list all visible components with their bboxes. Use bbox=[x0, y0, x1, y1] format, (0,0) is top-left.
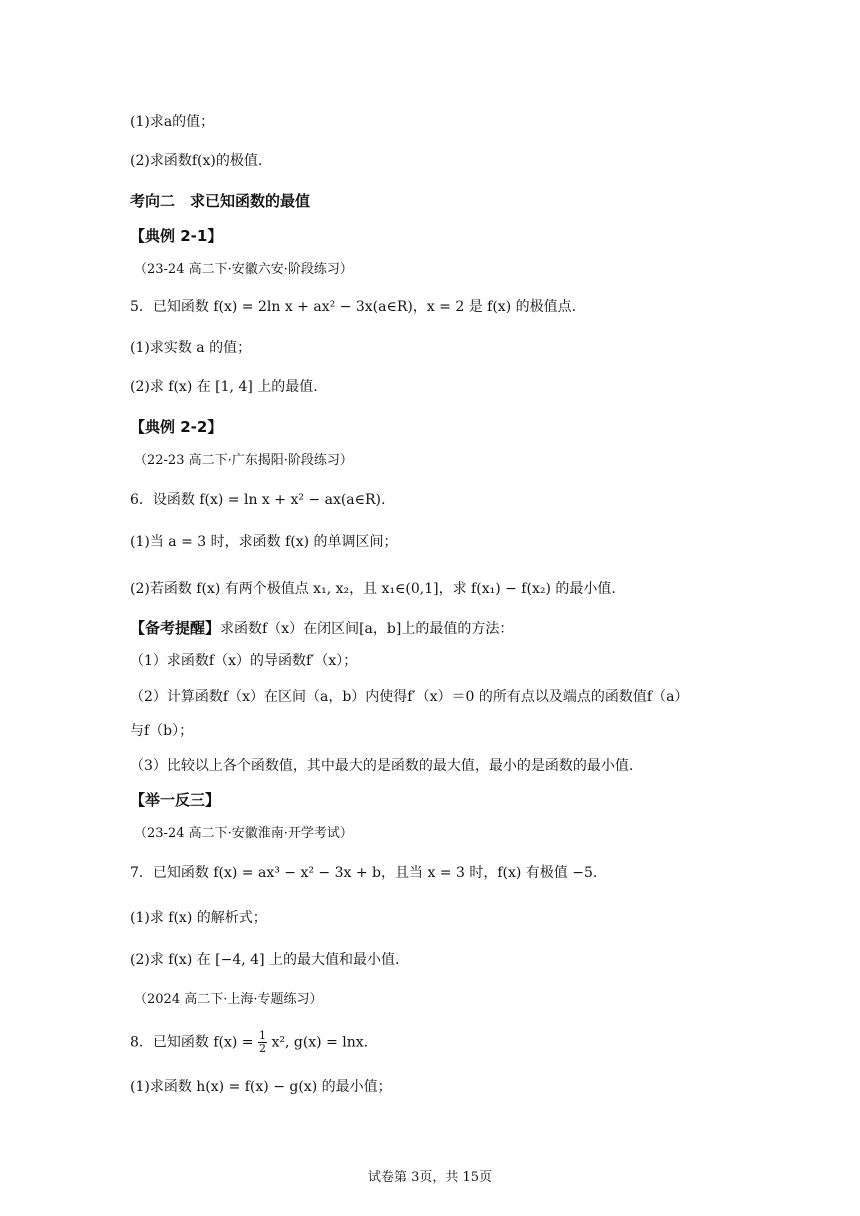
exam-tip bbox=[130, 618, 513, 639]
source-note: （22-23 高二下·广东揭阳·阶段练习） bbox=[134, 453, 353, 468]
exam-tip-text: 求函数f（x）在闭区间[a，b]上的最值的方法： bbox=[220, 621, 514, 637]
source-note: （23-24 高二下·安徽淮南·开学考试） bbox=[134, 826, 353, 841]
example-label-2-2: 【典例 2-2】 bbox=[130, 418, 223, 436]
q7-stem: 7．已知函数 f(x) = ax³ − x² − 3x + b，且当 x = 3 时，f(x) 有极值 −5. bbox=[130, 865, 598, 881]
q8-part1: (1)求函数 h(x) = f(x) − g(x) 的最小值； bbox=[130, 1079, 392, 1095]
q7-part1: (1)求 f(x) 的解析式； bbox=[130, 910, 267, 926]
tip-step-2-cont: 与f（b）； bbox=[130, 723, 194, 739]
tip-step-2: （2）计算函数f（x）在区间（a，b）内使得f′（x）＝0 的所有点以及端点的函数值f（a） bbox=[130, 689, 689, 705]
q6-part2: (2)若函数 f(x) 有两个极值点 x₁, x₂，且 x₁∈(0,1]，求 f(x₁) − f(x₂) 的最小值. bbox=[130, 581, 616, 597]
source-note: （23-24 高二下·安徽六安·阶段练习） bbox=[134, 262, 353, 277]
q6-part1: (1)当 a = 3 时，求函数 f(x) 的单调区间； bbox=[130, 534, 398, 550]
page-footer: 试卷第 3页，共 15页 bbox=[367, 1170, 493, 1185]
q8-stem bbox=[130, 1030, 368, 1055]
exam-tip-label: 【备考提醒】 bbox=[130, 619, 221, 637]
tip-step-1: （1）求函数f（x）的导函数f′（x）； bbox=[130, 653, 358, 669]
fraction-one-half bbox=[258, 1030, 267, 1055]
source-note: （2024 高二下·上海·专题练习） bbox=[134, 992, 323, 1007]
q5-stem: 5．已知函数 f(x) = 2ln x + ax² − 3x(a∈R)，x = 2 是 f(x) 的极值点. bbox=[130, 299, 577, 315]
fraction-denominator: 2 bbox=[259, 1042, 266, 1055]
tip-step-3: （3）比较以上各个函数值，其中最大的是函数的最大值，最小的是函数的最小值. bbox=[130, 758, 634, 774]
q4-part1: (1)求a的值； bbox=[130, 114, 215, 130]
practice-label: 【举一反三】 bbox=[130, 791, 221, 809]
q5-part1: (1)求实数 a 的值； bbox=[130, 340, 252, 356]
fraction-numerator: 1 bbox=[259, 1029, 266, 1042]
example-label-2-1: 【典例 2-1】 bbox=[130, 227, 223, 245]
q7-part2: (2)求 f(x) 在 [−4, 4] 上的最大值和最小值. bbox=[130, 952, 400, 968]
q8-stem-text: 8．已知函数 f(x) = bbox=[130, 1034, 254, 1051]
q4-part2: (2)求函数f(x)的极值. bbox=[130, 153, 263, 169]
q5-part2: (2)求 f(x) 在 [1, 4] 上的最值. bbox=[130, 379, 318, 395]
q8-stem-tail: x², g(x) = lnx. bbox=[271, 1034, 369, 1051]
section-heading: 考向二 求已知函数的最值 bbox=[130, 192, 311, 210]
q6-stem: 6．设函数 f(x) = ln x + x² − ax(a∈R). bbox=[130, 492, 386, 508]
